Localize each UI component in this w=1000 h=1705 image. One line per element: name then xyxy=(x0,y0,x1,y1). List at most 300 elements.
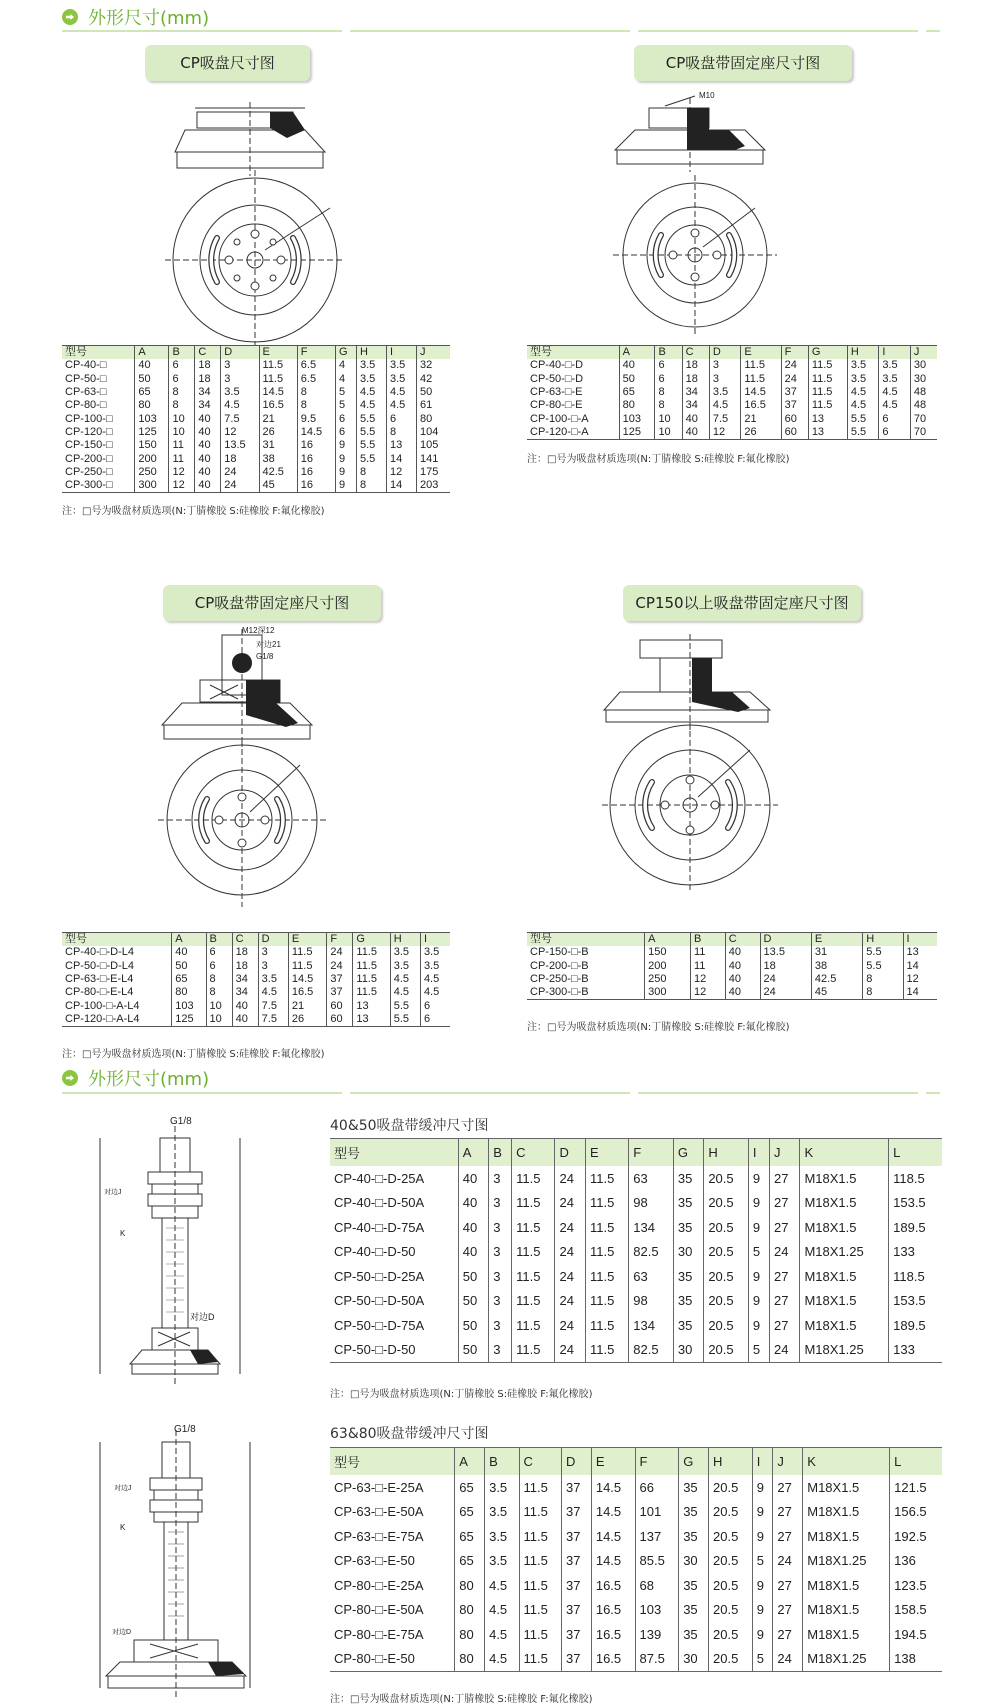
table-row xyxy=(330,1598,942,1623)
section-title: 外形尺寸(mm) xyxy=(88,1069,210,1090)
table-cell: 40 xyxy=(619,359,655,372)
table-cell: 60 xyxy=(327,999,353,1012)
table-cell: 4.5 xyxy=(420,973,450,986)
table-cell: CP-200-□ xyxy=(65,452,113,465)
column-header: F xyxy=(327,933,353,947)
table-cell: 45 xyxy=(811,986,862,1000)
table-cell: 37 xyxy=(561,1573,591,1598)
table-cell: 11.5 xyxy=(808,373,847,386)
table-cell: 34 xyxy=(232,973,258,986)
table-cell: 18 xyxy=(221,452,259,465)
column-header: G xyxy=(808,346,847,360)
column-header: G xyxy=(336,346,357,360)
table-cell: 27 xyxy=(773,1500,803,1525)
table-cell: 3.5 xyxy=(356,373,386,386)
table-cell: 27 xyxy=(769,1264,799,1289)
table-cell: 14 xyxy=(386,452,416,465)
column-header: B xyxy=(206,933,232,947)
table-cell: 24 xyxy=(221,466,259,479)
table-cell: CP-40-□ xyxy=(65,359,107,372)
table-cell: 11.5 xyxy=(519,1549,561,1574)
section-heading-2 xyxy=(62,1065,209,1091)
table-cell: 11.5 xyxy=(585,1289,628,1314)
table-cell: CP-63-□-E xyxy=(530,386,583,399)
table-cell: 3.5 xyxy=(386,359,416,372)
table-cell: 11.5 xyxy=(808,399,847,412)
table-cell: 40 xyxy=(682,426,709,440)
table-cell: 13 xyxy=(808,426,847,440)
table-cell: 4.5 xyxy=(485,1647,519,1672)
table-cell: 9 xyxy=(336,466,357,479)
table-header-row xyxy=(330,1139,942,1167)
table-cell: 38 xyxy=(811,960,862,973)
table-cell: 9 xyxy=(748,1313,769,1338)
table-cell: 3.5 xyxy=(390,960,420,973)
column-header: E xyxy=(741,346,781,360)
table-cell: 11.5 xyxy=(512,1240,555,1265)
table-cell: 65 xyxy=(455,1549,485,1574)
table-header-row xyxy=(330,1448,942,1476)
table-cell: 4 xyxy=(336,359,357,372)
table-cell: 85.5 xyxy=(635,1549,679,1574)
table-cell: 136 xyxy=(890,1549,942,1574)
table-row xyxy=(527,373,937,386)
column-header: F xyxy=(781,346,808,360)
table-cell: 5 xyxy=(752,1647,773,1672)
table-cell: 9 xyxy=(336,439,357,452)
table-cell: 6 xyxy=(420,1013,450,1027)
table-cell: 4.5 xyxy=(258,986,288,999)
table-cell: 192.5 xyxy=(890,1524,942,1549)
column-header: H xyxy=(390,933,420,947)
table-cell: 153.5 xyxy=(889,1289,942,1314)
table-cell: 8 xyxy=(356,479,386,493)
table-cell: 40 xyxy=(195,412,221,425)
label-k: K xyxy=(120,1523,126,1532)
table-cell: 20.5 xyxy=(704,1338,749,1363)
table-cell: 4.5 xyxy=(356,399,386,412)
table-cell: 194.5 xyxy=(890,1622,942,1647)
table-cell: 5 xyxy=(336,399,357,412)
table-cell: 50 xyxy=(458,1264,488,1289)
table-cell: 14.5 xyxy=(288,973,326,986)
table-cell: 37 xyxy=(561,1647,591,1672)
table-cell: CP-80-□-E-25A xyxy=(334,1577,424,1593)
table-note: 注：□号为吸盘材质选项(N:丁腈橡胶 S:硅橡胶 F:氟化橡胶) xyxy=(330,1694,593,1705)
table-row xyxy=(62,452,450,465)
column-header: C xyxy=(519,1448,561,1476)
table-cell: 175 xyxy=(416,466,450,479)
table-cell: 20.5 xyxy=(709,1573,753,1598)
table-cell: 8 xyxy=(863,973,903,986)
table-cell: 16.5 xyxy=(741,399,781,412)
table-cell: 16 xyxy=(297,439,335,452)
table-cell: 35 xyxy=(679,1573,709,1598)
table-cell: 156.5 xyxy=(890,1500,942,1525)
table-cell: 27 xyxy=(773,1598,803,1623)
table-cell: 20.5 xyxy=(709,1598,753,1623)
table-cell: 11.5 xyxy=(512,1264,555,1289)
table-cell: 4.5 xyxy=(709,399,741,412)
column-header: A xyxy=(135,346,169,360)
table-cell: 40 xyxy=(232,1013,258,1027)
table-cell: 50 xyxy=(619,373,655,386)
table-cell: CP-50-□-D-75A xyxy=(334,1317,425,1333)
table-cell: 12 xyxy=(690,986,725,1000)
table-cell: 20.5 xyxy=(704,1240,749,1265)
table-cell: CP-300-□ xyxy=(62,479,135,493)
table-cell: 35 xyxy=(673,1166,703,1191)
table-cell: CP-63-□-E-L4 xyxy=(65,973,134,986)
table-cell: 48 xyxy=(910,399,937,412)
table-row xyxy=(527,399,937,412)
table-row xyxy=(527,412,937,425)
table-cell: 16.5 xyxy=(591,1647,635,1672)
table-cell: 20.5 xyxy=(704,1264,749,1289)
column-header: I xyxy=(879,346,911,360)
table-cell: CP-63-□ xyxy=(65,386,107,399)
table-cell: 4.5 xyxy=(386,399,416,412)
table-cell: 50 xyxy=(416,386,450,399)
table-cell: 60 xyxy=(781,426,808,440)
table-cell: 7.5 xyxy=(709,412,741,425)
table-header-row xyxy=(527,346,937,360)
table-cell: 98 xyxy=(629,1289,674,1314)
column-header: B xyxy=(485,1448,519,1476)
table-cell: 98 xyxy=(629,1191,674,1216)
label-m10: M10 xyxy=(699,91,715,100)
table-cell: CP-80-□-E-50 xyxy=(330,1647,455,1672)
table-cell: 9.5 xyxy=(297,412,335,425)
table-cell: 16 xyxy=(297,452,335,465)
column-header: C xyxy=(725,933,760,947)
column-header: 型号 xyxy=(527,346,619,360)
table-row xyxy=(62,439,450,452)
table-cell: 37 xyxy=(327,973,353,986)
column-header: J xyxy=(773,1448,803,1476)
table-cell: 8 xyxy=(655,386,682,399)
column-header: B xyxy=(655,346,682,360)
table-cell: 10 xyxy=(655,412,682,425)
table-cell: 40 xyxy=(195,426,221,439)
table-note: 注：□号为吸盘材质选项(N:丁腈橡胶 S:硅橡胶 F:氟化橡胶) xyxy=(330,1389,593,1400)
table-row xyxy=(330,1191,942,1216)
table-cell: CP-80-□-E-75A xyxy=(334,1626,424,1642)
drawing-cp-cup xyxy=(155,90,355,370)
table-cell: 27 xyxy=(769,1215,799,1240)
table-cell: 5.5 xyxy=(390,999,420,1012)
table-cell: 6 xyxy=(169,359,195,372)
table-cell: 24 xyxy=(555,1215,585,1240)
table-cell: 10 xyxy=(655,426,682,440)
table-cell: 6 xyxy=(336,426,357,439)
table-cell: 189.5 xyxy=(889,1215,942,1240)
table-cell: 11.5 xyxy=(585,1166,628,1191)
table-cell: 3 xyxy=(489,1338,512,1363)
table-cell: 5.5 xyxy=(847,412,879,425)
table-cell: 3 xyxy=(221,359,259,372)
column-header: C xyxy=(512,1139,555,1167)
table-cell: 20.5 xyxy=(709,1524,753,1549)
table-row xyxy=(330,1573,942,1598)
table-cell: 200 xyxy=(645,960,691,973)
table-cell: 20.5 xyxy=(704,1215,749,1240)
table-cell: 9 xyxy=(748,1166,769,1191)
table-cell: M18X1.5 xyxy=(803,1524,890,1549)
table-row xyxy=(62,466,450,479)
table-cell: 40 xyxy=(195,466,221,479)
column-header: 型号 xyxy=(62,346,135,360)
table-cell: 4.5 xyxy=(879,386,911,399)
table-row xyxy=(330,1240,942,1265)
table-cell: 300 xyxy=(645,986,691,1000)
table-cell: 8 xyxy=(655,399,682,412)
column-header: E xyxy=(811,933,862,947)
table-cell: 11.5 xyxy=(353,986,390,999)
label-duibianD: 对边D xyxy=(190,1312,215,1322)
table-row xyxy=(527,960,937,973)
table-header-row xyxy=(62,933,450,947)
table-cell: 4.5 xyxy=(847,386,879,399)
table-note: 注：□号为吸盘材质选项(N:丁腈橡胶 S:硅橡胶 F:氟化橡胶) xyxy=(527,454,790,465)
table-cell: 40 xyxy=(725,960,760,973)
table-cell: 42 xyxy=(416,373,450,386)
table-title: 63&80吸盘带缓冲尺寸图 xyxy=(330,1426,489,1442)
table-cell: 11.5 xyxy=(585,1240,628,1265)
table-cell: 11.5 xyxy=(512,1191,555,1216)
table-cell: 5 xyxy=(752,1549,773,1574)
table-cell: 68 xyxy=(635,1573,679,1598)
table-cell: 3.5 xyxy=(485,1475,519,1500)
table-cell: 30 xyxy=(910,373,937,386)
table-cell: M18X1.5 xyxy=(800,1264,889,1289)
table-cell: 35 xyxy=(673,1264,703,1289)
table-cell: 4.5 xyxy=(221,399,259,412)
table-cp-mount xyxy=(527,345,937,440)
column-header: F xyxy=(635,1448,679,1476)
table-cell: CP-100-□-A xyxy=(530,412,589,425)
table-cell: CP-50-□-D-50A xyxy=(334,1293,425,1309)
column-header: 型号 xyxy=(330,1139,458,1167)
column-header: D xyxy=(555,1139,585,1167)
table-cell: 9 xyxy=(748,1264,769,1289)
table-cell: 5.5 xyxy=(847,426,879,440)
table-cell: 12 xyxy=(169,479,195,493)
table-row xyxy=(527,986,937,1000)
arrow-circle-icon xyxy=(62,9,78,25)
table-cell: M18X1.25 xyxy=(800,1240,889,1265)
table-cell: 11.5 xyxy=(288,946,326,959)
table-cell: CP-150-□-B xyxy=(530,946,589,959)
table-cell: 118.5 xyxy=(889,1264,942,1289)
table-header-row xyxy=(527,933,937,947)
table-row xyxy=(62,373,450,386)
column-header: H xyxy=(356,346,386,360)
panel-title-cp-mount: CP吸盘带固定座尺寸图 xyxy=(634,45,852,81)
table-cell: 3.5 xyxy=(356,359,386,372)
table-cell: 42.5 xyxy=(811,973,862,986)
table-cell: 5 xyxy=(336,386,357,399)
table-cell: 24 xyxy=(769,1338,799,1363)
table-cell: 203 xyxy=(416,479,450,493)
label-k: K xyxy=(120,1229,126,1238)
table-cell: 13.5 xyxy=(221,439,259,452)
table-cell: 11.5 xyxy=(259,359,297,372)
table-cell: 20.5 xyxy=(704,1191,749,1216)
table-buffer-40-50 xyxy=(330,1138,942,1363)
table-cell: CP-80-□-E-L4 xyxy=(65,986,134,999)
table-cell: 5.5 xyxy=(390,1013,420,1027)
table-row xyxy=(527,973,937,986)
table-cell: 50 xyxy=(458,1289,488,1314)
table-cell: 104 xyxy=(416,426,450,439)
table-header-row xyxy=(62,346,450,360)
table-cell: 3.5 xyxy=(847,373,879,386)
table-cell: 24 xyxy=(555,1313,585,1338)
table-cell: 4.5 xyxy=(485,1598,519,1623)
table-cell: 9 xyxy=(752,1475,773,1500)
table-cell: 20.5 xyxy=(709,1549,753,1574)
table-row xyxy=(62,412,450,425)
table-row xyxy=(527,946,937,959)
table-cell: 4.5 xyxy=(847,399,879,412)
table-cell: 80 xyxy=(172,986,206,999)
table-cell: 14.5 xyxy=(591,1549,635,1574)
table-cell: 40 xyxy=(195,439,221,452)
table-cell: 20.5 xyxy=(704,1166,749,1191)
table-cell: 80 xyxy=(455,1647,485,1672)
table-cell: 3.5 xyxy=(221,386,259,399)
table-cell: 11.5 xyxy=(519,1598,561,1623)
column-header: D xyxy=(258,933,288,947)
table-cell: 11.5 xyxy=(585,1215,628,1240)
column-header: A xyxy=(645,933,691,947)
table-cell: 101 xyxy=(635,1500,679,1525)
table-cell: 87.5 xyxy=(635,1647,679,1672)
column-header: A xyxy=(455,1448,485,1476)
table-cell: 6 xyxy=(206,946,232,959)
table-cell: 3.5 xyxy=(485,1549,519,1574)
table-cell: 30 xyxy=(673,1240,703,1265)
table-cell: 24 xyxy=(555,1338,585,1363)
table-cell: 10 xyxy=(169,412,195,425)
table-cell: 40 xyxy=(725,973,760,986)
table-cell: 63 xyxy=(629,1166,674,1191)
table-cell: 11.5 xyxy=(512,1166,555,1191)
table-row xyxy=(62,973,450,986)
table-cell: 27 xyxy=(769,1313,799,1338)
table-cell: 27 xyxy=(773,1573,803,1598)
table-cell: 9 xyxy=(748,1289,769,1314)
table-cell: 34 xyxy=(682,386,709,399)
column-header: A xyxy=(172,933,206,947)
table-cell: 24 xyxy=(760,986,811,1000)
label-duibianJ: 对边J xyxy=(104,1189,122,1196)
table-cell: 24 xyxy=(555,1191,585,1216)
table-cell: 4.5 xyxy=(356,386,386,399)
table-cell: 24 xyxy=(555,1166,585,1191)
table-cell: 14 xyxy=(903,986,937,1000)
column-header: 型号 xyxy=(62,933,172,947)
table-cell: 14 xyxy=(903,960,937,973)
table-cell: 18 xyxy=(682,373,709,386)
table-cell: 103 xyxy=(635,1598,679,1623)
table-cell: 158.5 xyxy=(890,1598,942,1623)
table-cell: 37 xyxy=(561,1622,591,1647)
table-cell: 40 xyxy=(725,946,760,959)
table-cell: 24 xyxy=(781,359,808,372)
label-duibianJ: 对边J xyxy=(114,1485,132,1492)
table-cell: 80 xyxy=(455,1622,485,1647)
table-cell: 27 xyxy=(769,1289,799,1314)
table-row xyxy=(527,386,937,399)
table-cell: 9 xyxy=(748,1215,769,1240)
table-cell: 6 xyxy=(655,373,682,386)
table-cell: CP-120-□ xyxy=(65,425,113,438)
table-cell: 123.5 xyxy=(890,1573,942,1598)
table-cell: 66 xyxy=(635,1475,679,1500)
column-header: G xyxy=(673,1139,703,1167)
table-cell: 20.5 xyxy=(709,1500,753,1525)
column-header: I xyxy=(748,1139,769,1167)
table-cell: CP-63-□-E-75A xyxy=(334,1528,424,1544)
table-cell: 9 xyxy=(336,479,357,493)
column-header: J xyxy=(910,346,937,360)
table-cell: CP-63-□-E-25A xyxy=(334,1479,424,1495)
table-cell: 14.5 xyxy=(741,386,781,399)
column-header: C xyxy=(682,346,709,360)
column-header: D xyxy=(561,1448,591,1476)
table-cell: 12 xyxy=(221,426,259,439)
table-cell: 24 xyxy=(555,1240,585,1265)
label-g18: G1/8 xyxy=(256,652,274,661)
table-cell: CP-50-□-D xyxy=(530,372,584,385)
table-cell: 11.5 xyxy=(519,1622,561,1647)
table-row xyxy=(330,1500,942,1525)
column-header: C xyxy=(232,933,258,947)
table-cell: 34 xyxy=(232,986,258,999)
table-cell: CP-40-□-D-25A xyxy=(334,1170,425,1186)
table-title: 40&50吸盘带缓冲尺寸图 xyxy=(330,1118,489,1134)
table-cell: 14.5 xyxy=(259,386,297,399)
table-cell: 6 xyxy=(655,359,682,372)
table-cell: 14 xyxy=(386,479,416,493)
table-cell: 6 xyxy=(879,426,911,440)
table-cell: 5.5 xyxy=(356,439,386,452)
table-cell: 11.5 xyxy=(585,1313,628,1338)
table-cp150-mount xyxy=(527,932,937,1000)
table-cell: 8 xyxy=(206,986,232,999)
table-cell: 13 xyxy=(808,412,847,425)
column-header: K xyxy=(800,1139,889,1167)
table-cell: 9 xyxy=(752,1500,773,1525)
table-cell: 18 xyxy=(195,373,221,386)
table-row xyxy=(527,426,937,440)
table-cell: 26 xyxy=(741,426,781,440)
table-cell: 4.5 xyxy=(390,986,420,999)
table-cell: 8 xyxy=(206,973,232,986)
column-header: H xyxy=(863,933,903,947)
table-cell: M18X1.5 xyxy=(800,1215,889,1240)
table-row xyxy=(330,1475,942,1500)
table-cell: 3.5 xyxy=(879,373,911,386)
table-cell: M18X1.25 xyxy=(803,1549,890,1574)
column-header: I xyxy=(903,933,937,947)
table-cell: 11.5 xyxy=(741,373,781,386)
table-cell: 11.5 xyxy=(808,386,847,399)
table-cell: 11.5 xyxy=(519,1475,561,1500)
table-cell: 37 xyxy=(561,1549,591,1574)
